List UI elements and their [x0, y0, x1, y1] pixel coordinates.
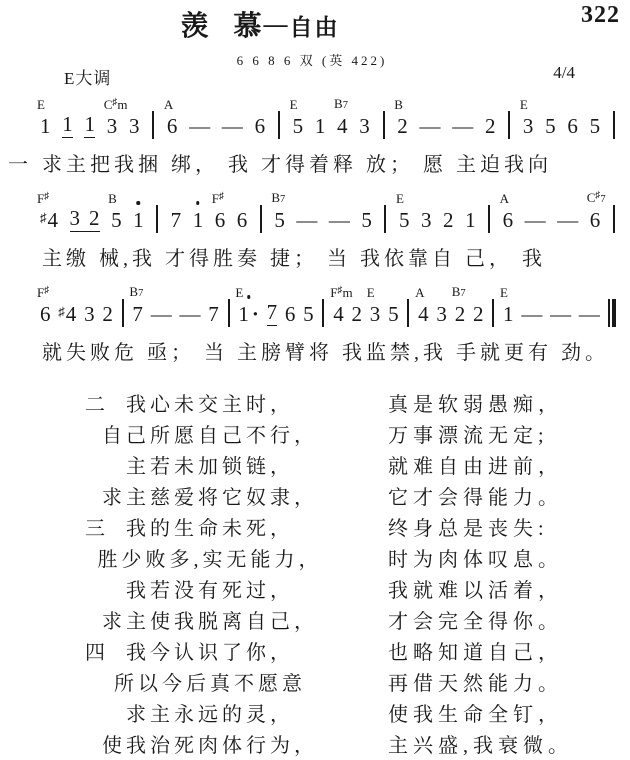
- hymn-title-subject: 自由: [289, 15, 340, 40]
- note: [84, 302, 95, 326]
- note-digit: 4: [333, 302, 344, 326]
- note-digit: 6: [254, 114, 266, 138]
- verse-line-right: 才会完全得你。: [388, 611, 563, 633]
- barline: [278, 111, 280, 139]
- note-digit: 1: [133, 208, 144, 232]
- lyrics-line: [42, 340, 616, 366]
- barline: [122, 299, 124, 327]
- note-digit: 6: [589, 208, 601, 232]
- verse-line-right: 主兴盛,我衰微。: [388, 735, 573, 757]
- note-digit: 5: [361, 208, 372, 232]
- chord-label: F♯: [211, 191, 224, 206]
- verse-line-left: 使我治死肉体行为，: [102, 735, 318, 757]
- stanza-number: 一: [8, 154, 28, 176]
- note: [289, 97, 304, 138]
- verse-row: [85, 450, 630, 481]
- verse-line-left: 所以今后真不愿意: [114, 673, 306, 695]
- verse-line-left: 我的生命未死，: [126, 518, 294, 540]
- barline: [384, 205, 386, 233]
- note-digit: 4: [47, 208, 58, 232]
- chord-label: F♯: [37, 191, 50, 206]
- score-system: [8, 94, 616, 178]
- barline: [613, 111, 615, 139]
- hymn-title-dash: —: [263, 12, 288, 38]
- verse-row: [85, 543, 630, 574]
- page-number: 322: [581, 2, 620, 28]
- chord-label: E: [519, 97, 528, 112]
- note: [315, 114, 326, 138]
- note-digit: 2: [89, 206, 100, 230]
- note-digit: 6: [40, 302, 51, 326]
- notes-row: [37, 94, 616, 138]
- note: [163, 97, 178, 138]
- chord-label: C♯7: [586, 189, 606, 205]
- verse-line-left: 我若没有死过，: [126, 580, 294, 602]
- verse-row: [85, 388, 630, 419]
- barline: [228, 299, 230, 327]
- chord-label: E: [235, 285, 244, 300]
- note-digit: 5: [303, 302, 314, 326]
- note: [37, 97, 51, 138]
- note: [84, 112, 95, 138]
- verses: [0, 388, 630, 760]
- barline: [488, 205, 490, 233]
- duration-dash: —: [578, 302, 600, 326]
- note: [443, 208, 454, 232]
- barline: [383, 111, 385, 139]
- note-digit: 1: [84, 112, 95, 136]
- notes-row: [37, 188, 616, 232]
- verse-row: [85, 698, 630, 729]
- note-digit: 5: [589, 114, 601, 138]
- note-digit: 1: [314, 114, 326, 138]
- chord-label: B7: [451, 283, 466, 299]
- final-barline: [608, 299, 616, 327]
- note: [395, 191, 410, 232]
- note-digit: 2: [102, 302, 113, 326]
- chord-label: E: [37, 97, 45, 112]
- duration-dash: —: [296, 208, 318, 232]
- note: [103, 97, 128, 138]
- score-system: [37, 282, 616, 366]
- verse-line-left: 主若未加锁链，: [126, 456, 294, 478]
- barline: [260, 205, 262, 233]
- note: [211, 191, 226, 232]
- note-digit: 5: [292, 114, 304, 138]
- barline: [407, 299, 409, 327]
- note-digit: 2: [484, 114, 496, 138]
- lyrics-text: 主缴 械,我 才得胜奏 捷； 当 我依靠自 己， 我: [42, 248, 546, 270]
- duration-dash: —: [550, 302, 572, 326]
- note: [208, 302, 219, 326]
- note-digit: 7: [208, 302, 219, 326]
- barline: [508, 111, 510, 139]
- chord-label: B: [394, 97, 403, 112]
- score: [0, 92, 630, 366]
- verse-line-left: 我今认识了你，: [126, 642, 294, 664]
- note: [303, 302, 314, 326]
- note-digit: 6: [214, 208, 226, 232]
- verse-line-left: 求主慈爱将它奴隶，: [102, 487, 318, 509]
- verse-line-left: 求主永远的灵，: [126, 704, 294, 726]
- header: [0, 0, 630, 92]
- lyrics-line: [42, 246, 616, 272]
- octave-dot: [247, 295, 251, 299]
- note: [129, 114, 140, 138]
- verse-row: [85, 512, 630, 543]
- note-digit: 3: [84, 302, 95, 326]
- verse-line-left: 胜少败多,实无能力，: [97, 549, 323, 571]
- duration-dash: —: [328, 208, 350, 232]
- note-digit: 2: [351, 302, 363, 326]
- verse-line-left: 求主使我脱离自己，: [102, 611, 318, 633]
- note-digit: 1: [40, 114, 51, 138]
- note-digit: 6: [567, 114, 578, 138]
- note: [590, 114, 601, 138]
- verse-line-right: 终身总是丧失:: [388, 518, 549, 540]
- note-digit: 1: [62, 112, 73, 136]
- verse-line-right: 万事漂流无定;: [388, 425, 549, 447]
- duration-dash: —: [452, 114, 474, 138]
- note-digit: 5: [388, 302, 399, 326]
- note-digit: 5: [111, 208, 122, 232]
- verse-line-right: 真是软弱愚痴，: [388, 394, 563, 416]
- note-digit: 3: [421, 208, 432, 232]
- chord-label: B7: [129, 283, 144, 299]
- verse-line-right: 也略知道自己，: [388, 642, 563, 664]
- note-digit: 2: [454, 302, 466, 326]
- note-digit: 7: [132, 302, 143, 326]
- chord-label: B7: [334, 95, 348, 111]
- verse-row: [85, 481, 630, 512]
- note-digit: 6: [236, 208, 248, 232]
- note-digit: 5: [545, 114, 556, 138]
- chord-label: E: [289, 97, 298, 112]
- note: [473, 302, 484, 326]
- note-digit: 2: [443, 208, 454, 232]
- chord-label: A: [415, 285, 425, 300]
- chord-label: A: [499, 191, 510, 206]
- duration-dash: —: [524, 208, 546, 232]
- note: [108, 191, 122, 232]
- note-digit: 5: [274, 208, 285, 232]
- note: [171, 208, 182, 232]
- note: [586, 189, 606, 232]
- note: [485, 114, 496, 138]
- augmentation-dot: ·: [251, 302, 259, 326]
- note: [394, 97, 408, 138]
- note-digit: 4: [418, 302, 429, 326]
- note-digit: 2: [472, 302, 484, 326]
- note-digit: 1: [238, 302, 249, 326]
- chord-label: F♯m: [330, 285, 353, 300]
- note-digit: 2: [397, 114, 408, 138]
- lyrics-text: 就失败危 亟； 当 主膀臂将 我监禁,我 手就更有 劲。: [42, 342, 609, 364]
- verse-number: 二: [85, 394, 105, 416]
- verse-row: [85, 419, 630, 450]
- verse-line-right: 再借天然能力。: [388, 673, 563, 695]
- note: [62, 112, 73, 138]
- barline: [152, 111, 154, 139]
- meter-info: 6 6 8 6 双 (英 422): [236, 53, 388, 68]
- duration-dash: —: [150, 302, 172, 326]
- verse-line-right: 它才会得能力。: [388, 487, 563, 509]
- duration-dash: —: [179, 302, 201, 326]
- note: [421, 208, 432, 232]
- verse-line-right: 我就难以活着，: [388, 580, 563, 602]
- note-digit: 5: [398, 208, 410, 232]
- score-system: [37, 188, 616, 272]
- duration-dash: —: [557, 208, 579, 232]
- duration-dash: —: [221, 114, 243, 138]
- lyrics-text: 求主把我捆 绑， 我 才得着释 放； 愿 主迫我向: [42, 154, 552, 176]
- beamed-note-pair: [70, 206, 100, 232]
- note: [255, 114, 266, 138]
- verse-number: 三: [85, 518, 105, 540]
- note: [37, 285, 51, 326]
- hymn-title-main: 羡 慕: [180, 11, 271, 42]
- verse-row: [85, 574, 630, 605]
- barline: [492, 299, 494, 327]
- verse-row: [85, 605, 630, 636]
- verse-line-right: 使我生命全钉，: [388, 704, 563, 726]
- note-digit: 1: [503, 302, 514, 326]
- note: [366, 285, 381, 326]
- note: [388, 302, 399, 326]
- barline: [613, 205, 615, 233]
- chord-label: A: [163, 97, 174, 112]
- note-digit: 6: [284, 302, 296, 326]
- note: [500, 285, 514, 326]
- duration-dash: —: [419, 114, 441, 138]
- sharp-sign: ♯: [40, 210, 47, 225]
- note-digit: 6: [502, 208, 514, 232]
- hymn-title: [0, 4, 520, 44]
- note: [415, 285, 429, 326]
- note: [133, 208, 144, 232]
- note: [271, 189, 286, 232]
- note: [545, 114, 556, 138]
- verse-line-right: 就难自由进前，: [388, 456, 563, 478]
- note: [267, 300, 278, 326]
- note-digit: 3: [69, 206, 81, 230]
- duration-dash: —: [189, 114, 211, 138]
- chord-label: F♯: [37, 285, 50, 300]
- verse-line-right: 时为肉体叹息。: [388, 549, 563, 571]
- chord-label: C♯m: [103, 97, 128, 112]
- note: [352, 302, 363, 326]
- note-digit: 3: [522, 114, 534, 138]
- sharp-sign: ♯: [58, 304, 65, 319]
- note-digit: 7: [170, 208, 182, 232]
- note-digit: 4: [65, 302, 77, 326]
- chord-label: E: [500, 285, 508, 300]
- chord-label: B7: [271, 189, 286, 205]
- note: [334, 95, 348, 138]
- note: [567, 114, 578, 138]
- note-digit: 3: [106, 114, 118, 138]
- note: [436, 302, 447, 326]
- chord-label: E: [366, 285, 375, 300]
- barline: [322, 299, 324, 327]
- chord-label: B: [108, 191, 117, 206]
- chord-label: E: [395, 191, 404, 206]
- note-digit: 1: [465, 208, 476, 232]
- note: [58, 302, 76, 326]
- verse-line-left: 自己所愿自己不行，: [102, 425, 318, 447]
- note: [237, 208, 248, 232]
- note-digit: 3: [128, 114, 140, 138]
- time-signature: 4/4: [553, 63, 575, 82]
- verse-number: 四: [85, 642, 105, 664]
- note-digit: 4: [337, 114, 348, 138]
- verse-row: [85, 667, 630, 698]
- notes-row: [37, 282, 616, 326]
- note-digit: 1: [192, 208, 204, 232]
- note: [102, 302, 113, 326]
- key-signature: E大调: [64, 69, 112, 88]
- barline: [156, 205, 158, 233]
- note-digit: 6: [166, 114, 178, 138]
- note: [465, 208, 476, 232]
- note: [519, 97, 534, 138]
- beam: [70, 206, 100, 232]
- note: [451, 283, 466, 326]
- verse-row: [85, 636, 630, 667]
- note: [285, 302, 296, 326]
- note-digit: 7: [266, 300, 278, 324]
- note: [37, 191, 58, 232]
- octave-dot: [196, 201, 200, 205]
- lyrics-line: [8, 152, 616, 178]
- note-digit: 3: [369, 302, 381, 326]
- note: [330, 285, 353, 326]
- duration-dash: —: [521, 302, 543, 326]
- note: [235, 285, 259, 326]
- note: [361, 208, 372, 232]
- note: [499, 191, 514, 232]
- note-digit: 3: [436, 302, 447, 326]
- verse-line-left: 我心未交主时，: [126, 394, 294, 416]
- note: [129, 283, 144, 326]
- note: [193, 208, 204, 232]
- note-digit: 3: [359, 114, 370, 138]
- octave-dot: [137, 201, 141, 205]
- note: [359, 114, 370, 138]
- verse-row: [85, 729, 630, 760]
